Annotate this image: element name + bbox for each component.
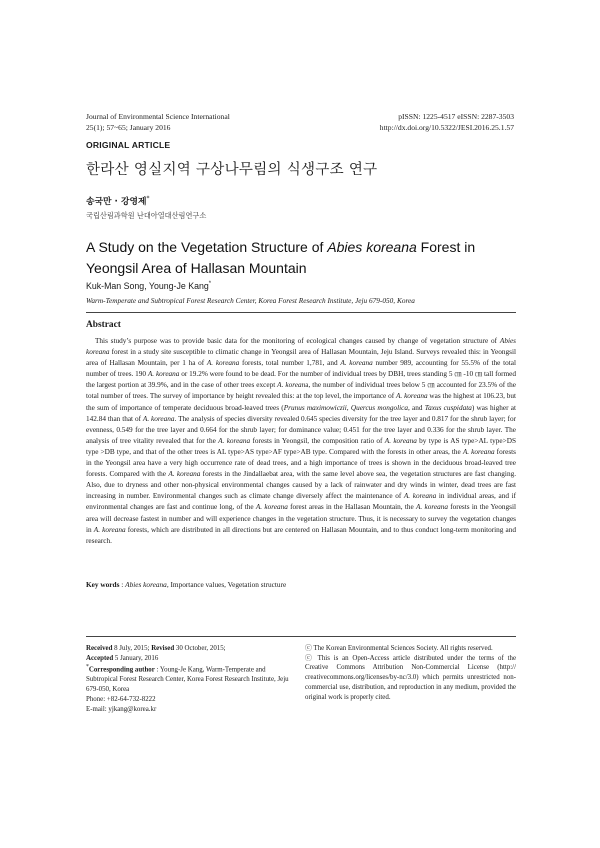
revised-label: Revised xyxy=(151,645,175,652)
corresponding-mark-en: * xyxy=(208,281,212,288)
abstract-text: or 19.2% were found to be dead. For the number of individual trees by DBH, trees standing 5 ㎝ -10 ㎝ tall formed the largest portion at 39.9%, and in the case of other trees except xyxy=(86,370,517,390)
copyright-line: ⓒ The Korean Environmental Sciences Society. All rights reserved. xyxy=(305,645,493,652)
phone: Phone: +82-64-732-8222 xyxy=(86,695,156,703)
abstract-text: in individual areas, and if environmental changes are fast and continue long, of the xyxy=(86,492,517,512)
english-authors xyxy=(86,281,211,291)
species-name: A. koreana xyxy=(384,436,417,445)
abstract-text: forest areas in the Hallasan Mountain, the xyxy=(287,503,416,512)
abstract-text: ) was higher at 142.84 than that of xyxy=(86,403,517,423)
license-notice xyxy=(305,644,516,702)
species-name: A. koreana xyxy=(93,525,126,534)
species-name: A. korean xyxy=(277,381,306,390)
abstract-body xyxy=(86,336,516,547)
abstract-text: was the highest at 106.23, but the sum of importance of temperate deciduous broad-leaved trees ( xyxy=(86,392,516,412)
species-name: A. koreana xyxy=(147,370,180,379)
english-affiliation: Warm-Temperate and Subtropical Forest Research Center, Korea Forest Research Institute, Jeju 679-050, Korea xyxy=(86,296,415,305)
received-date: 8 July, 2015; xyxy=(112,645,152,652)
korean-affiliation: 국립산림과학원 난대아열대산림연구소 xyxy=(86,211,207,220)
keywords xyxy=(86,580,286,589)
abstract-text: number 989, accounting for 55.5% of the total number of trees. 190 xyxy=(86,359,516,379)
keywords-sep: : xyxy=(119,580,126,589)
title-species: Abies koreana xyxy=(327,239,417,255)
abstract-heading: Abstract xyxy=(86,320,121,330)
article-history xyxy=(86,644,298,714)
divider-top xyxy=(86,312,516,313)
article-type: ORIGINAL ARTICLE xyxy=(86,140,171,150)
species-name: A. koreana xyxy=(255,503,288,512)
email-link[interactable]: E-mail: yjkang@korea.kr xyxy=(86,705,157,713)
license-text: ⓒ This is an Open-Access article distributed under the terms of the Creative Commons Attribution Non-Commercial License (http:// creativecommons.org/licenses/by-nc/3.0) which permits unrestricted non-commercial use, distribution, and reproduction in any medium, provided the original work is properly cited. xyxy=(305,654,516,701)
species-name: A. koreana xyxy=(340,359,373,368)
species-name: A. koreana xyxy=(206,359,240,368)
revised-date: 30 October, 2015; xyxy=(174,645,226,652)
english-author-names: Kuk-Man Song, Young-Je Kang xyxy=(86,281,209,291)
journal-header-right xyxy=(380,111,514,133)
species-name: A. koreana xyxy=(142,414,175,423)
corresponding-author xyxy=(86,663,298,694)
abstract-text: forest in a study site susceptible to climatic change in Yeongsil area of Hallasan Mountain, Jeju Island. Surveys revealed this: in Yeongsil area of Hallasan Mountain, per 1 ha of xyxy=(86,348,516,368)
doi-link[interactable]: http://dx.doi.org/10.5322/JESI.2016.25.1.57 xyxy=(379,123,514,132)
abstract-text: forests in Yeongsil, the composition ratio of xyxy=(250,436,385,445)
abstract-text: forests in the Jindallaebat area, with the same level above sea, the vegetation structures are fast changing. Also, due to dryness and other non-physical environmental changes caused by a lack of rainwater and dry winds in winter, dead trees are fast increasing in number. Environmental changes such as climate change diversely affect the maintenance of xyxy=(86,470,517,501)
species-name: Abies koreana xyxy=(86,337,516,357)
species-name: Taxus cuspidata xyxy=(424,403,472,412)
abstract-text: forests, which are distributed in all directions but are centered on Hallasan Mountain, and to thus conduct long-term monitoring and research. xyxy=(86,525,516,545)
abstract-text: by type is AS type>AL type>DS type >DB type, and that of the other trees is AL type>AS type>AF type>AB type. Compared with the forests in other areas, the xyxy=(86,436,517,456)
abstract-text: forests, total number 1,781, and xyxy=(239,359,341,368)
journal-header-left xyxy=(86,111,230,133)
title-part-1: A Study on the Vegetation Structure of xyxy=(86,239,328,255)
keywords-rest: , Importance values, Vegetation structure xyxy=(166,580,287,589)
title-part-2: Forest in Yeongsil Area of Hallasan Mountain xyxy=(86,239,476,276)
received-label: Received xyxy=(86,645,113,652)
divider-bottom xyxy=(86,636,516,637)
species-name: A. koreana xyxy=(168,470,201,479)
abstract-text: forests in the Yeongsil area will decrease fastest in number and will experience changes in the vegetation structure. Thus, it is necessary to survey the vegetation changes in xyxy=(86,503,517,534)
species-name: Quercus mongolica xyxy=(350,403,408,412)
journal-name: Journal of Environmental Science International xyxy=(86,112,230,121)
corr-label: Corresponding author xyxy=(88,666,155,674)
corr-text: : Young-Je Kang, Warm-Temperate and Subtropical Forest Research Center, Korea Forest Research Institute, Jeju 679-050, Korea xyxy=(86,666,289,694)
issn: pISSN: 1225-4517 eISSN: 2287-3503 xyxy=(398,112,514,121)
korean-title: 한라산 영실지역 구상나무림의 식생구조 연구 xyxy=(86,162,378,178)
korean-authors xyxy=(86,194,149,207)
accepted xyxy=(86,654,298,664)
corr-mark: * xyxy=(86,664,89,671)
keywords-label: Key words xyxy=(86,580,120,589)
volume-pages: 25(1); 57~65; January 2016 xyxy=(86,123,171,132)
abstract-text: , and xyxy=(407,403,425,412)
english-title xyxy=(86,237,516,279)
species-name: A. koreana xyxy=(218,436,251,445)
species-name: Prunus maximowiczii xyxy=(283,403,347,412)
korean-author-names: 송국만 · 강영제 xyxy=(86,197,147,207)
received-revised xyxy=(86,644,298,654)
species-name: A. koreana xyxy=(416,503,448,512)
accepted-label: Accepted xyxy=(86,654,114,662)
abstract-text: forests in the Yeongsil area have a very high occurrence rate of dead trees, and a high importance of trees is shown in the deciduous broad-leaved tree forests. Compared with the xyxy=(86,447,516,479)
corresponding-mark: * xyxy=(146,195,150,203)
abstract-text: . The analysis of species diversity revealed 0.645 species diversity for the tree layer and 0.817 for the shrub layer; for evenness, 0.549 for the tree layer and 0.664 for the shrub layer; for dominance value; 0.451 for the tree layer and 0.336 for the shrub layer. The analysis of tree vitality revealed that for the xyxy=(86,414,516,445)
species-name: A. koreana xyxy=(396,392,428,401)
abstract-text: This study’s purpose was to provide basic data for the monitoring of ecological changes caused by change of vegetation structure of xyxy=(95,337,500,345)
accepted-date: 5 January, 2016 xyxy=(113,654,159,662)
abstract-text: , xyxy=(346,403,351,412)
keyword-species: Abies koreana xyxy=(125,580,167,589)
species-name: A. koreana xyxy=(462,447,495,456)
abstract-text: a, the number of individual trees below 5 ㎝ accounted for 23.5% of the total number of trees. The survey of importance by height revealed this: at the top level, the importance of xyxy=(86,381,517,401)
species-name: A. koreana xyxy=(403,492,437,501)
